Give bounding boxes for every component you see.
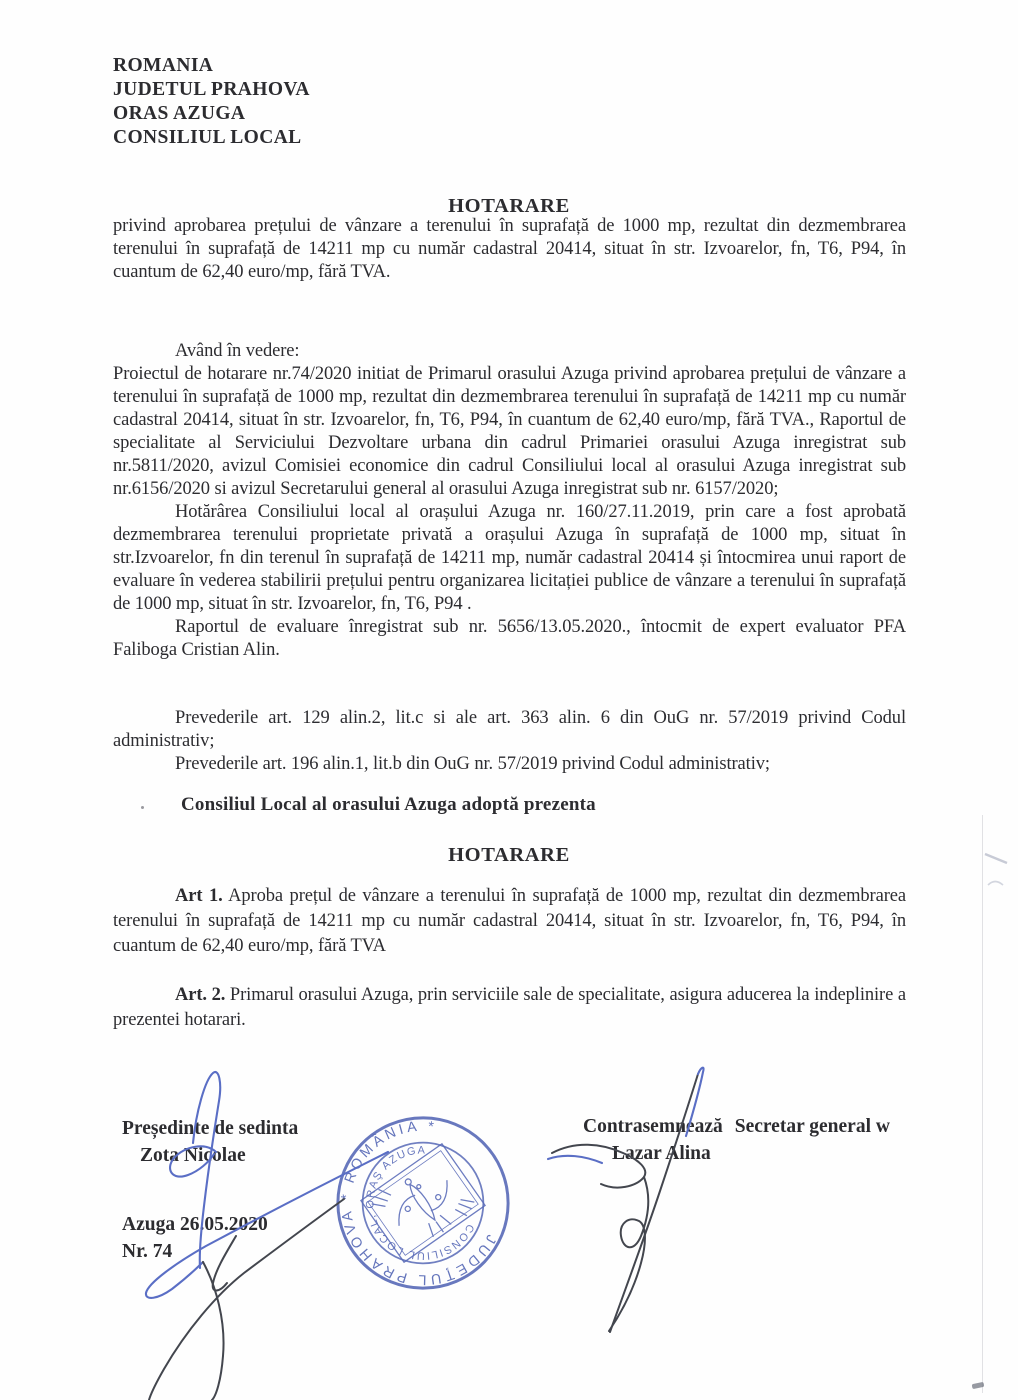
letterhead-county: JUDETUL PRAHOVA [113, 79, 310, 100]
letterhead-country: ROMANIA [113, 55, 214, 76]
scan-artifact-marks [930, 830, 1018, 910]
provision-paragraph-2: Prevederile art. 196 alin.1, lit.b din OuG nr. 57/2019 privind Codul administrativ; [175, 754, 770, 774]
article-2 [113, 983, 906, 1033]
adoption-clause: Consiliul Local al orasului Azuga adoptă prezenta [181, 794, 596, 815]
article-2-label: Art. 2. [175, 985, 226, 1005]
article-2-text: Primarul orasului Azuga, prin serviciile sale de specialitate, asigura aducerea la indeplinire a prezentei hotarari. [113, 985, 906, 1030]
president-signature-block [122, 1115, 298, 1169]
stamp-outer-text: JUDEŢUL PRAHOVA * ROMÂNIA * [338, 1118, 500, 1288]
countersign-label: Contrasemnează [583, 1116, 723, 1137]
preamble-paragraph-1: Proiectul de hotarare nr.74/2020 initiat de Primarul orasului Azuga privind aprobarea prețului de vânzare a terenului în suprafață de 1000 mp, rezultat din dezmembrarea terenului în suprafață de 14211 mp cu număr cadastral 20414, situat în str. Izvoarelor, fn, T6, P94, în cuantum de 62,40 euro/mp, fără TVA., Raportul de specialitate al Serviciului Dezvoltare urbana din cadrul Primariei orasului Azuga inregistrat sub nr.5811/2020, avizul Comisiei economice din cadrul Consiliului local al orasului Azuga inregistrat sub nr.6156/2020 si avizul Secretarului general al orasului Azuga inregistrat sub nr. 6157/2020; [113, 364, 906, 499]
provision-paragraph-1: Prevederile art. 129 alin.2, lit.c si ale art. 363 alin. 6 din OuG nr. 57/2019 privind Codul administrativ; [113, 708, 906, 751]
secretary-signature-block [583, 1113, 890, 1167]
preamble-section [113, 340, 906, 662]
stamp-inner-text: CONSILIUL LOCAL, ORAŞ AZUGA [364, 1144, 477, 1262]
scan-artifact-dot [141, 806, 144, 809]
letterhead-city: ORAS AZUGA [113, 103, 246, 124]
date-number-block [122, 1211, 268, 1265]
president-name: Zota Nicolae [140, 1145, 246, 1166]
official-round-stamp [329, 1109, 517, 1297]
enacting-title: HOTARARE [448, 844, 570, 866]
svg-text:JUDEŢUL PRAHOVA * ROMÂNIA * [329, 1109, 517, 1297]
place-date: Azuga 26.05.2020 [122, 1214, 268, 1235]
stamp-outer-circle [329, 1109, 517, 1297]
document-title: HOTARARE [448, 195, 570, 217]
preamble-paragraph-3: Raportul de evaluare înregistrat sub nr. 5656/13.05.2020., întocmit de expert evaluator PFA Faliboga Cristian Alin. [113, 617, 906, 660]
letterhead [113, 54, 310, 150]
preamble-paragraph-2: Hotărârea Consiliului local al orașului Azuga nr. 160/27.11.2019, prin care a fost aprobată dezmembrarea terenului proprietate privată a orașului Azuga în suprafață de 1000 mp, situat în str.Izvoarelor, fn din terenul în suprafață de 14211 mp, număr cadastral 20414 și întocmirea unui raport de evaluare în vederea stabilirii prețului pentru organizarea licitației publice de vânzare a terenului în suprafață de 1000 mp, situat în str. Izvoarelor, fn, T6, P94 . [113, 502, 906, 614]
preamble-having: Având în vedere: [175, 341, 300, 361]
document-subtitle: privind aprobarea prețului de vânzare a terenului în suprafață de 1000 mp, rezultat din dezmembrarea terenului în suprafață de 14211 mp cu număr cadastral 20414, situat în str. Izvoarelor, fn, T6, P94, în cuantum de 62,40 euro/mp, fără TVA. [113, 216, 906, 282]
article-1-text: Aproba prețul de vânzare a terenului în suprafață de 1000 mp, rezultat din dezmembrarea terenului în suprafață de 14211 mp cu număr cadastral 20414, situat în str. Izvoarelor, fn, T6, P94, în cuantum de 62,40 euro/mp, fără TVA [113, 886, 906, 956]
president-role: Președinte de sedinta [122, 1118, 299, 1139]
secretary-title: Secretar general w [734, 1116, 890, 1137]
provisions-section [113, 707, 906, 776]
secretary-role [583, 1113, 890, 1140]
article-1 [113, 884, 906, 959]
decision-number: Nr. 74 [122, 1241, 173, 1262]
secretary-name: Lazar Alina [612, 1143, 711, 1164]
article-1-label: Art 1. [175, 886, 223, 906]
letterhead-council: CONSILIUL LOCAL [113, 127, 302, 148]
